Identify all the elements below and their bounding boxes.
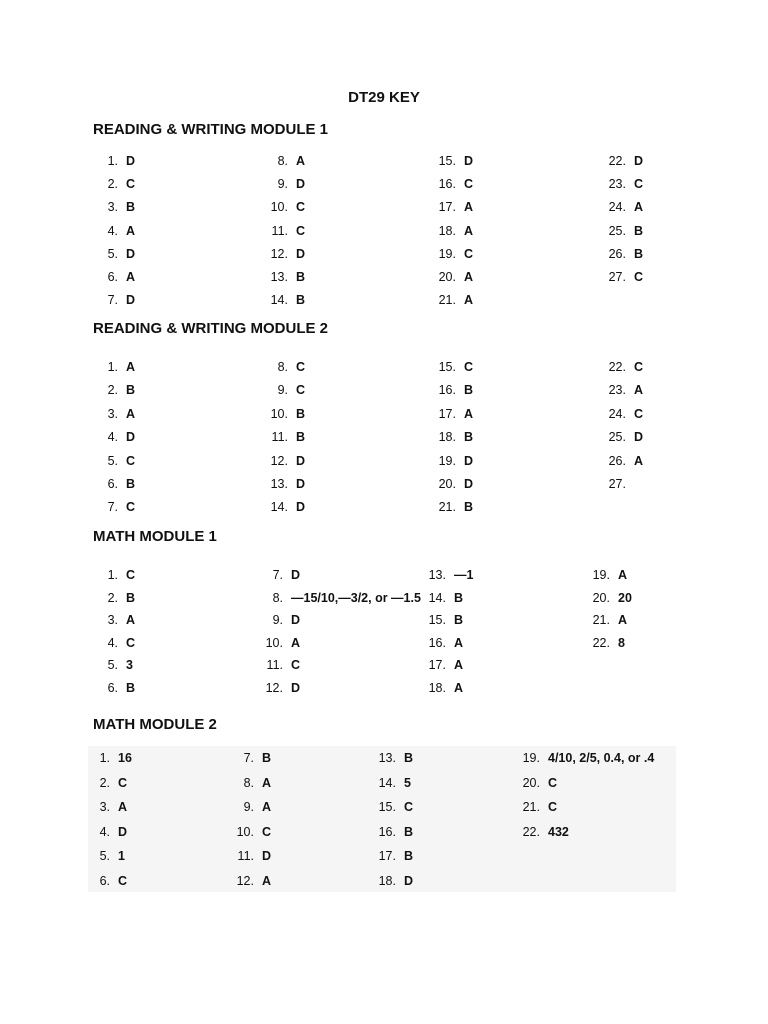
answer-value: B — [126, 383, 136, 398]
answer-item — [428, 498, 473, 516]
answer-item — [428, 405, 473, 423]
answer-item — [418, 589, 463, 607]
answer-item — [428, 475, 473, 493]
answer-item — [582, 566, 627, 584]
answer-value: D — [296, 500, 306, 515]
question-number: 1. — [99, 751, 110, 765]
question-number: 11. — [266, 658, 283, 673]
question-number: 7. — [107, 500, 118, 515]
answer-value: D — [126, 246, 136, 261]
answer-value: C — [118, 775, 128, 790]
question-number: 3. — [99, 800, 110, 815]
answer-item — [255, 589, 421, 607]
question-number: 23. — [608, 177, 626, 192]
question-number: 5. — [107, 246, 118, 261]
answer-item — [90, 566, 135, 584]
answer-item — [598, 452, 643, 470]
question-number: 6. — [107, 477, 118, 491]
answer-value: —1 — [454, 568, 474, 582]
answer-item — [82, 847, 125, 865]
question-number: 4. — [107, 430, 118, 445]
answer-item — [90, 381, 135, 399]
question-number: 18. — [438, 223, 456, 238]
question-number: 24. — [608, 200, 626, 215]
section-heading: MATH MODULE 2 — [93, 716, 217, 733]
answer-item — [226, 749, 271, 767]
answer-value: C — [126, 453, 136, 468]
answer-value: C — [634, 270, 644, 284]
answer-value: 20 — [618, 590, 632, 605]
answer-value: B — [464, 500, 474, 515]
answer-item — [90, 222, 135, 240]
answer-item — [90, 498, 135, 516]
question-number: 5. — [107, 658, 118, 673]
question-number: 19. — [438, 453, 456, 468]
question-number: 21. — [522, 800, 540, 815]
answer-item — [260, 381, 305, 399]
answer-value: D — [296, 477, 306, 491]
answer-item — [418, 611, 463, 629]
answer-value: A — [291, 635, 301, 650]
answer-item — [368, 798, 413, 816]
answer-value: C — [634, 177, 644, 192]
question-number: 4. — [107, 223, 118, 238]
answer-item — [598, 245, 643, 263]
answer-value: A — [464, 406, 474, 421]
question-number: 9. — [277, 383, 288, 398]
answer-value: A — [126, 270, 136, 284]
answer-item — [90, 291, 135, 309]
answer-item — [90, 634, 135, 652]
question-number: 24. — [608, 406, 626, 421]
question-number: 1. — [107, 568, 118, 582]
answer-value: 8 — [618, 635, 625, 650]
question-number: 11. — [271, 430, 288, 445]
answer-value: D — [296, 177, 306, 192]
answer-value: D — [634, 430, 644, 445]
answer-item — [428, 245, 473, 263]
answer-value: —15/10,—3/2, or —1.5 — [291, 590, 421, 605]
question-number: 2. — [107, 590, 118, 605]
answer-item — [598, 268, 643, 286]
answer-value: A — [464, 293, 474, 308]
answer-value: A — [634, 200, 644, 215]
answer-value: C — [126, 635, 136, 650]
answer-value: C — [126, 177, 136, 192]
question-number: 16. — [438, 177, 456, 192]
answer-value: D — [404, 874, 414, 888]
question-number: 14. — [270, 293, 288, 308]
answer-value: D — [126, 430, 136, 445]
answer-value: A — [618, 613, 628, 628]
answer-value: A — [262, 800, 272, 815]
answer-item — [598, 152, 643, 170]
answer-item — [598, 222, 643, 240]
answer-item — [226, 823, 271, 841]
section-heading: READING & WRITING MODULE 2 — [93, 320, 328, 337]
answer-value: B — [126, 681, 136, 695]
answer-item — [418, 566, 473, 584]
section-heading: MATH MODULE 1 — [93, 528, 217, 545]
answer-item — [90, 611, 135, 629]
answer-value: B — [404, 824, 414, 839]
answer-item — [260, 358, 305, 376]
answer-item — [428, 452, 473, 470]
question-number: 20. — [592, 590, 610, 605]
answer-value: A — [634, 453, 644, 468]
answer-value: A — [296, 154, 306, 168]
answer-value: A — [618, 568, 628, 582]
answer-value: A — [262, 775, 272, 790]
answer-value: A — [464, 223, 474, 238]
answer-value: B — [464, 383, 474, 398]
answer-value: A — [126, 406, 136, 421]
answer-item — [90, 198, 135, 216]
question-number: 20. — [438, 477, 456, 491]
answer-item — [260, 452, 305, 470]
answer-value: D — [126, 293, 136, 308]
answer-item — [582, 611, 627, 629]
answer-value: C — [548, 800, 558, 815]
question-number: 10. — [270, 200, 288, 215]
answer-item — [582, 589, 632, 607]
question-number: 2. — [107, 177, 118, 192]
answer-item — [82, 823, 127, 841]
answer-item — [90, 428, 135, 446]
answer-value: B — [454, 590, 464, 605]
answer-item — [428, 222, 473, 240]
answer-value: C — [118, 874, 128, 888]
question-number: 21. — [438, 293, 456, 308]
answer-item — [512, 798, 557, 816]
answer-value: D — [464, 477, 474, 491]
question-number: 15. — [438, 360, 456, 374]
answer-item — [82, 872, 127, 890]
answer-value: D — [118, 824, 128, 839]
answer-item — [90, 245, 135, 263]
answer-item — [598, 475, 634, 493]
answer-value: B — [296, 270, 306, 284]
answer-value: A — [454, 658, 464, 673]
answer-value: C — [464, 360, 474, 374]
answer-value: 432 — [548, 824, 569, 839]
question-number: 19. — [438, 246, 456, 261]
answer-value: D — [464, 154, 474, 168]
question-number: 15. — [438, 154, 456, 168]
answer-value: C — [126, 500, 136, 515]
question-number: 17. — [438, 406, 456, 421]
question-number: 7. — [107, 293, 118, 308]
answer-item — [260, 198, 305, 216]
answer-item — [226, 774, 271, 792]
question-number: 4. — [99, 824, 110, 839]
question-number: 13. — [270, 270, 288, 284]
answer-item — [260, 428, 305, 446]
answer-item — [226, 872, 271, 890]
question-number: 18. — [438, 430, 456, 445]
answer-item — [226, 847, 271, 865]
answer-item — [255, 679, 300, 697]
answer-value: B — [296, 293, 306, 308]
answer-item — [90, 656, 133, 674]
answer-value: A — [126, 360, 136, 374]
answer-item — [428, 152, 473, 170]
answer-item — [428, 381, 473, 399]
answer-value: D — [291, 613, 301, 628]
answer-value: D — [464, 453, 474, 468]
answer-value: A — [454, 681, 464, 695]
answer-item — [418, 679, 463, 697]
answer-value: B — [126, 477, 136, 491]
answer-value: D — [262, 849, 272, 864]
question-number: 12. — [236, 874, 254, 888]
answer-item — [260, 222, 305, 240]
answer-value: B — [464, 430, 474, 445]
answer-value: B — [404, 849, 414, 864]
question-number: 1. — [107, 154, 118, 168]
answer-item — [90, 175, 135, 193]
question-number: 8. — [272, 590, 283, 605]
question-number: 22. — [592, 635, 610, 650]
question-number: 27. — [608, 270, 626, 284]
answer-item — [418, 656, 463, 674]
answer-item — [582, 634, 625, 652]
answer-item — [260, 498, 305, 516]
question-number: 12. — [270, 246, 288, 261]
answer-item — [428, 198, 473, 216]
question-number: 17. — [378, 849, 396, 864]
answer-value: 1 — [118, 849, 125, 864]
answer-value: B — [634, 246, 644, 261]
answer-value: A — [454, 635, 464, 650]
answer-value: C — [296, 383, 306, 398]
question-number: 21. — [438, 500, 456, 515]
answer-item — [428, 175, 473, 193]
answer-value: A — [634, 383, 644, 398]
answer-item — [512, 749, 654, 767]
question-number: 20. — [438, 270, 456, 284]
question-number: 13. — [270, 477, 288, 491]
answer-value: C — [296, 200, 306, 215]
question-number: 18. — [428, 681, 446, 695]
answer-item — [255, 611, 300, 629]
question-number: 8. — [277, 360, 288, 374]
question-number: 11. — [237, 849, 254, 864]
question-number: 13. — [428, 568, 446, 582]
answer-item — [598, 405, 643, 423]
answer-value: A — [464, 200, 474, 215]
question-number: 27. — [608, 477, 626, 491]
answer-value: 5 — [404, 775, 411, 790]
question-number: 17. — [438, 200, 456, 215]
answer-value: A — [126, 613, 136, 628]
answer-item — [90, 475, 135, 493]
question-number: 26. — [608, 246, 626, 261]
question-number: 22. — [608, 360, 626, 374]
answer-item — [82, 774, 127, 792]
question-number: 26. — [608, 453, 626, 468]
question-number: 18. — [378, 874, 396, 888]
question-number: 15. — [378, 800, 396, 815]
answer-value: 16 — [118, 751, 132, 765]
question-number: 15. — [428, 613, 446, 628]
question-number: 17. — [428, 658, 446, 673]
question-number: 6. — [107, 270, 118, 284]
answer-value: C — [634, 406, 644, 421]
question-number: 2. — [99, 775, 110, 790]
answer-item — [260, 175, 305, 193]
answer-value: C — [464, 246, 474, 261]
question-number: 9. — [272, 613, 283, 628]
question-number: 3. — [107, 200, 118, 215]
answer-item — [90, 152, 135, 170]
question-number: 19. — [592, 568, 610, 582]
question-number: 3. — [107, 406, 118, 421]
question-number: 13. — [378, 751, 396, 765]
question-number: 20. — [522, 775, 540, 790]
question-number: 7. — [272, 568, 283, 582]
answer-value: B — [126, 200, 136, 215]
question-number: 10. — [265, 635, 283, 650]
question-number: 10. — [236, 824, 254, 839]
answer-item — [226, 798, 271, 816]
answer-item — [90, 679, 135, 697]
answer-value: C — [126, 568, 136, 582]
answer-item — [512, 774, 557, 792]
question-number: 25. — [608, 430, 626, 445]
question-number: 7. — [243, 751, 254, 765]
answer-item — [82, 749, 132, 767]
answer-value: B — [126, 590, 136, 605]
answer-item — [428, 358, 473, 376]
answer-item — [598, 358, 643, 376]
question-number: 22. — [522, 824, 540, 839]
answer-value: B — [404, 751, 414, 765]
answer-item — [512, 823, 569, 841]
question-number: 16. — [428, 635, 446, 650]
question-number: 19. — [522, 751, 540, 765]
question-number: 21. — [592, 613, 610, 628]
answer-value: A — [262, 874, 272, 888]
question-number: 12. — [270, 453, 288, 468]
question-number: 8. — [277, 154, 288, 168]
question-number: 6. — [99, 874, 110, 888]
question-number: 22. — [608, 154, 626, 168]
answer-item — [428, 291, 473, 309]
answer-item — [255, 566, 300, 584]
answer-value: A — [118, 800, 128, 815]
answer-item — [260, 268, 305, 286]
answer-item — [260, 475, 305, 493]
answer-value: D — [634, 154, 644, 168]
question-number: 9. — [243, 800, 254, 815]
answer-item — [260, 405, 305, 423]
question-number: 3. — [107, 613, 118, 628]
answer-value: B — [454, 613, 464, 628]
question-number: 1. — [107, 360, 118, 374]
answer-value: B — [262, 751, 272, 765]
question-number: 5. — [107, 453, 118, 468]
answer-value: C — [296, 360, 306, 374]
answer-value: 4/10, 2/5, 0.4, or .4 — [548, 751, 655, 765]
answer-item — [90, 452, 135, 470]
question-number: 5. — [99, 849, 110, 864]
answer-value: C — [548, 775, 558, 790]
answer-item — [260, 152, 305, 170]
answer-value: C — [291, 658, 301, 673]
answer-item — [598, 428, 643, 446]
question-number: 6. — [107, 681, 118, 695]
answer-item — [598, 381, 643, 399]
question-number: 25. — [608, 223, 626, 238]
answer-item — [82, 798, 127, 816]
answer-item — [598, 175, 643, 193]
page-title: DT29 KEY — [348, 89, 420, 106]
answer-value: B — [634, 223, 644, 238]
question-number: 11. — [271, 223, 288, 238]
answer-value: A — [464, 270, 474, 284]
answer-value: A — [126, 223, 136, 238]
question-number: 16. — [378, 824, 396, 839]
answer-value: D — [296, 246, 306, 261]
answer-value: C — [464, 177, 474, 192]
answer-item — [90, 405, 135, 423]
answer-item — [598, 198, 643, 216]
section-heading: READING & WRITING MODULE 1 — [93, 121, 328, 138]
answer-item — [255, 656, 300, 674]
answer-value: D — [126, 154, 136, 168]
question-number: 2. — [107, 383, 118, 398]
answer-value: 3 — [126, 658, 133, 673]
answer-item — [260, 291, 305, 309]
answer-value: B — [296, 406, 306, 421]
question-number: 9. — [277, 177, 288, 192]
answer-item — [368, 872, 413, 890]
answer-value: D — [296, 453, 306, 468]
question-number: 12. — [265, 681, 283, 695]
question-number: 23. — [608, 383, 626, 398]
answer-value: B — [296, 430, 306, 445]
question-number: 4. — [107, 635, 118, 650]
answer-item — [368, 823, 413, 841]
answer-item — [428, 268, 473, 286]
answer-item — [255, 634, 300, 652]
scanned-region-background — [88, 746, 676, 892]
answer-value: C — [634, 360, 644, 374]
question-number: 16. — [438, 383, 456, 398]
answer-item — [418, 634, 463, 652]
answer-item — [90, 589, 135, 607]
answer-item — [368, 774, 411, 792]
answer-value: D — [291, 568, 301, 582]
question-number: 10. — [270, 406, 288, 421]
question-number: 14. — [270, 500, 288, 515]
question-number: 8. — [243, 775, 254, 790]
answer-value: C — [262, 824, 272, 839]
answer-value: D — [291, 681, 301, 695]
answer-value: C — [404, 800, 414, 815]
answer-item — [368, 749, 413, 767]
answer-item — [428, 428, 473, 446]
answer-item — [260, 245, 305, 263]
answer-value: C — [296, 223, 306, 238]
answer-item — [368, 847, 413, 865]
answer-item — [90, 358, 135, 376]
question-number: 14. — [378, 775, 396, 790]
answer-item — [90, 268, 135, 286]
question-number: 14. — [428, 590, 446, 605]
